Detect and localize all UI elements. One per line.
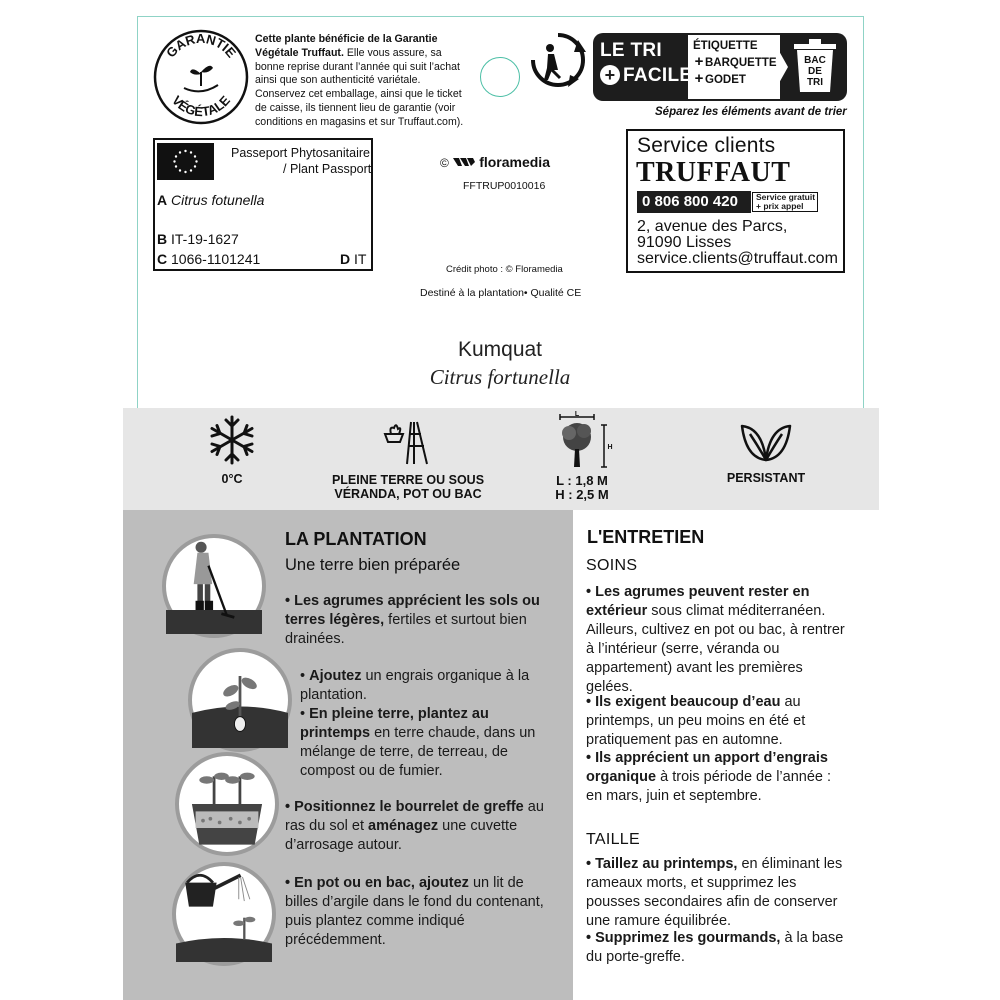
plus-icon: + [694,53,704,70]
location-icon [383,420,433,466]
p1-bold: • Les agrumes apprécient les sols ou terres légères, [285,593,540,628]
passport-c-value: 1066-1101241 [171,251,261,267]
p2-bold-1: Ajoutez [309,668,362,684]
watering-can-icon [176,866,272,962]
size-l-letter: L [574,411,580,418]
svg-text:VÉGÉTALE [169,93,233,120]
location-label-1: PLEINE TERRE OU SOUS [331,473,485,487]
plantation-title: LA PLANTATION [285,529,427,549]
seedling-illustration [188,648,292,752]
passport-c-label: C [157,251,168,267]
s3-rest: à trois période de l’année : en mars, juin et septembre. [586,769,832,804]
passport-header-1: Passeport Phytosanitaire [231,146,370,160]
s2-rest: au printemps, un peu moins en été et pratiquement pas en automne. [586,694,806,748]
s2-bold: • Ils exigent beaucoup d’eau [586,694,781,710]
plantation-paragraph-1 [285,592,547,649]
passport-header-2: / Plant Passport [283,162,372,176]
size-h-letter: H [607,444,613,451]
floramedia-logo [440,154,550,171]
t2-bold: • Supprimez les gourmands, [586,930,781,946]
guarantee-intro-rest: Elle vous assure, sa bonne reprise durant l’année qui suit l’achat ainsi que son authenticité variétale. [255,46,460,87]
watering-illustration [172,862,276,966]
guarantee-text [255,33,467,130]
location-label-2: VÉRANDA, POT OU BAC [334,487,482,501]
bin-text-1: BAC [804,55,826,66]
garantie-vegetale-seal-icon [152,28,250,126]
guarantee-intro-bold: Cette plante bénéficie de la Garantie Végétale Truffaut. [255,33,438,59]
p3-rest-2: une cuvette d’arrosage autour. [285,818,518,853]
floramedia-name: floramedia [479,154,550,170]
guarantee-keep: Conservez cet emballage, ainsi que le ticket de caisse, ils tiennent lieu de garantie (voir conditions en magasins et sur Truffaut.com). [255,88,464,128]
pot-planting-illustration [175,752,279,856]
passport-a-label: A [157,192,168,208]
temperature-label: 0°C [221,472,243,486]
pot-icon [179,756,275,852]
p3-bold-2: aménagez [368,818,439,834]
plus-icon: + [694,70,704,87]
plant-latin-name: Citrus fortunella [429,365,571,389]
t2-rest: à la base du porte-greffe. [586,930,844,965]
tri-line1: LE TRI [600,40,662,61]
passport-row-d [340,251,366,267]
snowflake-icon [206,414,258,466]
t1-bold: • Taillez au printemps, [586,856,738,872]
p4-rest: un lit de billes d’argile dans le fond du contenant, puis plantez comme indiqué précédemment. [285,875,544,948]
triman-recycling-icon [530,32,586,88]
service-free-line1: Service gratuit [756,192,816,202]
seedling-icon [192,652,288,748]
p2-bold-2: En pleine terre, plantez au printemps [300,706,489,741]
plantation-paragraph-2: • Ajoutez un engrais organique à la plantation. • En pleine terre, plantez au printemps en terre chaude, dans un mélange de terre, de terreau, de compost ou de fumier. [300,668,536,779]
tri-item-barquette-wrap [693,53,777,70]
plantation-paragraph-4 [285,874,547,950]
gardener-illustration [162,534,266,638]
p4-bold: • En pot ou en bac, ajoutez [285,875,469,891]
plus-circle-icon: + [600,65,620,85]
passport-b-value: IT-19-1627 [171,231,239,247]
svg-text:GARANTIE [163,31,239,61]
tri-line2: FACILE [623,65,693,86]
soins-heading: SOINS [586,557,638,574]
soins-paragraph-1 [586,583,846,697]
photo-credit: Crédit photo : © Floramedia [446,264,563,275]
tree-size-icon [552,411,612,471]
p3-rest-1: au ras du sol et [285,799,544,834]
service-address-1: 2, avenue des Parcs, [637,218,788,235]
soins-paragraph-3 [586,749,846,806]
p2-rest-1: un engrais organique à la plantation. [300,668,530,703]
size-width: L : 1,8 M [556,473,608,488]
plantation-subtitle: Une terre bien préparée [285,556,461,574]
tri-item-godet-wrap [693,70,746,87]
p2-rest-2: en terre chaude, dans un mélange de terre, de terreau, de compost ou de fumier. [300,725,536,779]
passport-a-value: Citrus fotunella [171,192,265,208]
tri-item-barquette: BARQUETTE [705,57,777,69]
passport-row-b [157,231,239,247]
service-email: service.clients@truffaut.com [637,250,838,267]
entretien-title: L'ENTRETIEN [587,527,705,547]
destination-note: Destiné à la plantation• Qualité CE [420,287,582,299]
passport-row-c [157,251,260,267]
size-height: H : 2,5 M [555,487,609,502]
tri-item-godet: GODET [705,74,746,86]
taille-paragraph-1 [586,855,846,931]
gardener-icon [166,538,262,634]
service-title: Service clients [637,134,776,157]
passport-d-value: IT [354,251,367,267]
seal-bottom-text: VÉGÉTALE [169,92,233,120]
seal-top-text: GARANTIE [163,30,240,61]
eu-flag-icon [157,143,214,180]
s1-bold: • Les agrumes peuvent rester en extérieur [586,584,810,619]
floramedia-wing-icon [453,156,475,168]
s1-rest: sous climat méditerranéen. Ailleurs, cultivez en pot ou bac, à rentrer à l’intérieur (serre, véranda ou appartement) avant les premières gelées. [586,603,845,695]
s3-bold: • Ils apprécient un apport d’engrais organique [586,750,828,785]
bin-text-3: TRI [806,77,824,88]
taille-paragraph-2 [586,929,846,967]
recycling-bin-icon [792,38,838,96]
product-code: FFTRUP0010016 [463,180,546,192]
truffaut-brand: TRUFFAUT [636,157,791,188]
plant-common-name: Kumquat [457,338,543,361]
passport-b-label: B [157,231,168,247]
p3-bold-1: • Positionnez le bourrelet de greffe [285,799,524,815]
hanging-hole [480,57,520,97]
service-free-line2: + prix appel [756,201,804,211]
foliage-label: PERSISTANT [726,471,806,485]
tri-caption: Séparez les éléments avant de trier [655,106,847,118]
service-phone: 0 806 800 420 [637,191,751,213]
p1-rest: fertiles et surtout bien drainées. [285,612,527,647]
service-address-2: 91090 Lisses [637,234,732,251]
taille-heading: TAILLE [586,831,640,848]
tri-item-etiquette: ÉTIQUETTE [693,40,758,52]
copyright-symbol: © [440,156,449,170]
passport-row-a [157,192,264,208]
plantation-paragraph-3 [285,798,547,855]
bin-text-2: DE [808,66,822,77]
leaves-icon [740,420,792,462]
soins-paragraph-2 [586,693,846,750]
t1-rest: en éliminant les rameaux morts, et supprimez les pousses secondaires afin de conserver une ramure équilibrée. [586,856,843,929]
service-free-badge [752,192,818,212]
tri-line2-wrap [600,65,692,87]
passport-d-label: D [340,251,351,267]
